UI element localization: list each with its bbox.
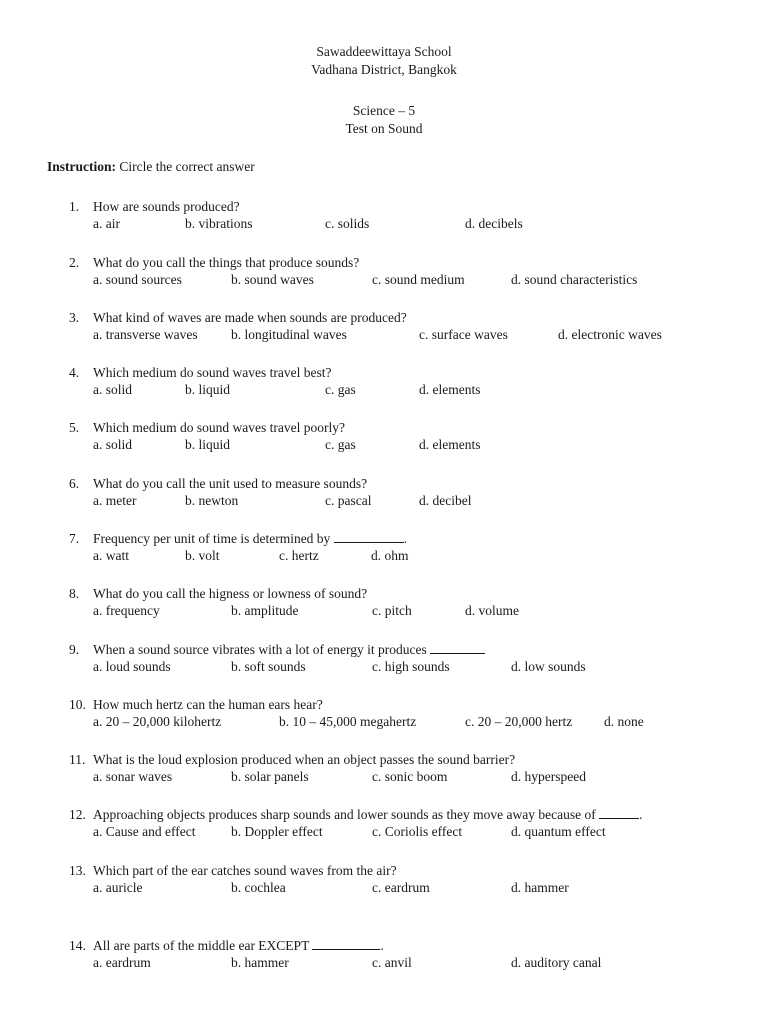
option-a[interactable]: a. Cause and effect <box>93 824 196 839</box>
answer-blank[interactable] <box>599 806 639 819</box>
option-a[interactable]: a. sound sources <box>93 272 182 287</box>
option-b[interactable]: b. liquid <box>185 437 231 452</box>
option-a[interactable]: a. loud sounds <box>93 659 171 674</box>
question-text-body: When a sound source vibrates with a lot of energy it produces <box>93 642 427 657</box>
option-d[interactable]: d. elements <box>419 382 481 397</box>
option-c[interactable]: c. pascal <box>325 493 372 508</box>
option-a[interactable]: a. auricle <box>93 880 143 895</box>
question-text-body: Frequency per unit of time is determined by <box>93 531 331 546</box>
option-c[interactable]: c. hertz <box>279 548 319 563</box>
question-number: 5. <box>69 420 80 435</box>
option-a[interactable]: a. solid <box>93 382 132 397</box>
option-c[interactable]: c. high sounds <box>372 659 450 674</box>
option-a[interactable]: a. air <box>93 216 120 231</box>
test-title: Test on Sound <box>345 121 423 136</box>
question-text: Which medium do sound waves travel poorly? <box>93 420 345 435</box>
question-number: 1. <box>69 199 80 214</box>
option-d[interactable]: d. auditory canal <box>511 955 602 970</box>
option-c[interactable]: c. 20 – 20,000 hertz <box>465 714 573 729</box>
option-a[interactable]: a. frequency <box>93 603 160 618</box>
subject-title: Science – 5 <box>352 103 416 118</box>
question-suffix: . <box>403 531 408 546</box>
option-b[interactable]: b. sound waves <box>231 272 314 287</box>
answer-blank[interactable] <box>430 641 485 654</box>
question-text: Which part of the ear catches sound waves from the air? <box>93 863 397 878</box>
question-number: 12. <box>69 807 86 822</box>
district-name: Vadhana District, Bangkok <box>311 62 457 77</box>
option-d[interactable]: d. quantum effect <box>511 824 606 839</box>
option-c[interactable]: c. sound medium <box>372 272 465 287</box>
question-suffix: . <box>380 938 384 953</box>
option-d[interactable]: d. hyperspeed <box>511 769 586 784</box>
option-c[interactable]: c. anvil <box>372 955 412 970</box>
question-text: What do you call the higness or lowness of sound? <box>93 586 368 601</box>
question-number: 13. <box>69 863 86 878</box>
option-d[interactable]: d. low sounds <box>511 659 586 674</box>
option-b[interactable]: b. soft sounds <box>231 659 306 674</box>
question-number: 8. <box>69 586 80 601</box>
answer-blank[interactable] <box>312 937 380 950</box>
question-text-body: All are parts of the middle ear EXCEPT <box>93 938 310 953</box>
option-d[interactable]: d. volume <box>465 603 519 618</box>
option-a[interactable]: a. 20 – 20,000 kilohertz <box>93 714 222 729</box>
option-c[interactable]: c. eardrum <box>372 880 430 895</box>
instruction-label: Instruction: <box>47 159 117 174</box>
question-text: What do you call the unit used to measure sounds? <box>93 476 368 491</box>
question-text: What is the loud explosion produced when an object passes the sound barrier? <box>93 752 516 767</box>
option-b[interactable]: b. longitudinal waves <box>231 327 347 342</box>
option-a[interactable]: a. eardrum <box>93 955 151 970</box>
school-name: Sawaddeewittaya School <box>316 44 452 59</box>
question-text <box>93 806 643 823</box>
option-d[interactable]: d. elements <box>419 437 481 452</box>
option-c[interactable]: c. pitch <box>372 603 412 618</box>
question-number: 14. <box>69 938 86 953</box>
option-a[interactable]: a. watt <box>93 548 129 563</box>
question-text: What do you call the things that produce sounds? <box>93 255 360 270</box>
option-b[interactable]: b. amplitude <box>231 603 299 618</box>
question-number: 7. <box>69 531 80 546</box>
option-d[interactable]: d. hammer <box>511 880 569 895</box>
option-b[interactable]: b. 10 – 45,000 megahertz <box>279 714 417 729</box>
question-number: 6. <box>69 476 80 491</box>
option-d[interactable]: d. sound characteristics <box>511 272 638 287</box>
option-a[interactable]: a. sonar waves <box>93 769 173 784</box>
option-b[interactable]: b. newton <box>185 493 239 508</box>
option-b[interactable]: b. vibrations <box>185 216 253 231</box>
option-c[interactable]: c. gas <box>325 382 356 397</box>
question-suffix: . <box>639 807 643 822</box>
option-d[interactable]: d. decibel <box>419 493 472 508</box>
instruction-text: Circle the correct answer <box>119 159 255 174</box>
option-b[interactable]: b. liquid <box>185 382 231 397</box>
answer-blank[interactable] <box>334 530 404 543</box>
question-text: How much hertz can the human ears hear? <box>93 697 323 712</box>
option-a[interactable]: a. solid <box>93 437 132 452</box>
option-a[interactable]: a. transverse waves <box>93 327 198 342</box>
question-number: 3. <box>69 310 80 325</box>
question-text-body: Approaching objects produces sharp sounds and lower sounds as they move away because of <box>93 807 596 822</box>
instruction <box>47 158 255 176</box>
option-c[interactable]: c. surface waves <box>419 327 508 342</box>
question-text: How are sounds produced? <box>93 199 240 214</box>
question-number: 9. <box>69 642 80 657</box>
option-c[interactable]: c. Coriolis effect <box>372 824 463 839</box>
option-c[interactable]: c. solids <box>325 216 370 231</box>
option-d[interactable]: d. electronic waves <box>558 327 662 342</box>
question-text <box>93 530 407 547</box>
question-text <box>93 641 485 658</box>
question-text <box>93 937 384 954</box>
question-text: What kind of waves are made when sounds are produced? <box>93 310 407 325</box>
question-number: 4. <box>69 365 80 380</box>
option-b[interactable]: b. solar panels <box>231 769 309 784</box>
option-b[interactable]: b. hammer <box>231 955 289 970</box>
option-b[interactable]: b. cochlea <box>231 880 286 895</box>
option-c[interactable]: c. sonic boom <box>372 769 448 784</box>
option-a[interactable]: a. meter <box>93 493 137 508</box>
question-number: 10. <box>69 697 86 712</box>
option-d[interactable]: d. decibels <box>465 216 523 231</box>
option-b[interactable]: b. Doppler effect <box>231 824 323 839</box>
option-b[interactable]: b. volt <box>185 548 220 563</box>
question-number: 11. <box>69 752 86 767</box>
option-d[interactable]: d. ohm <box>371 548 409 563</box>
option-c[interactable]: c. gas <box>325 437 356 452</box>
option-d[interactable]: d. none <box>604 714 644 729</box>
question-text: Which medium do sound waves travel best? <box>93 365 332 380</box>
question-number: 2. <box>69 255 80 270</box>
